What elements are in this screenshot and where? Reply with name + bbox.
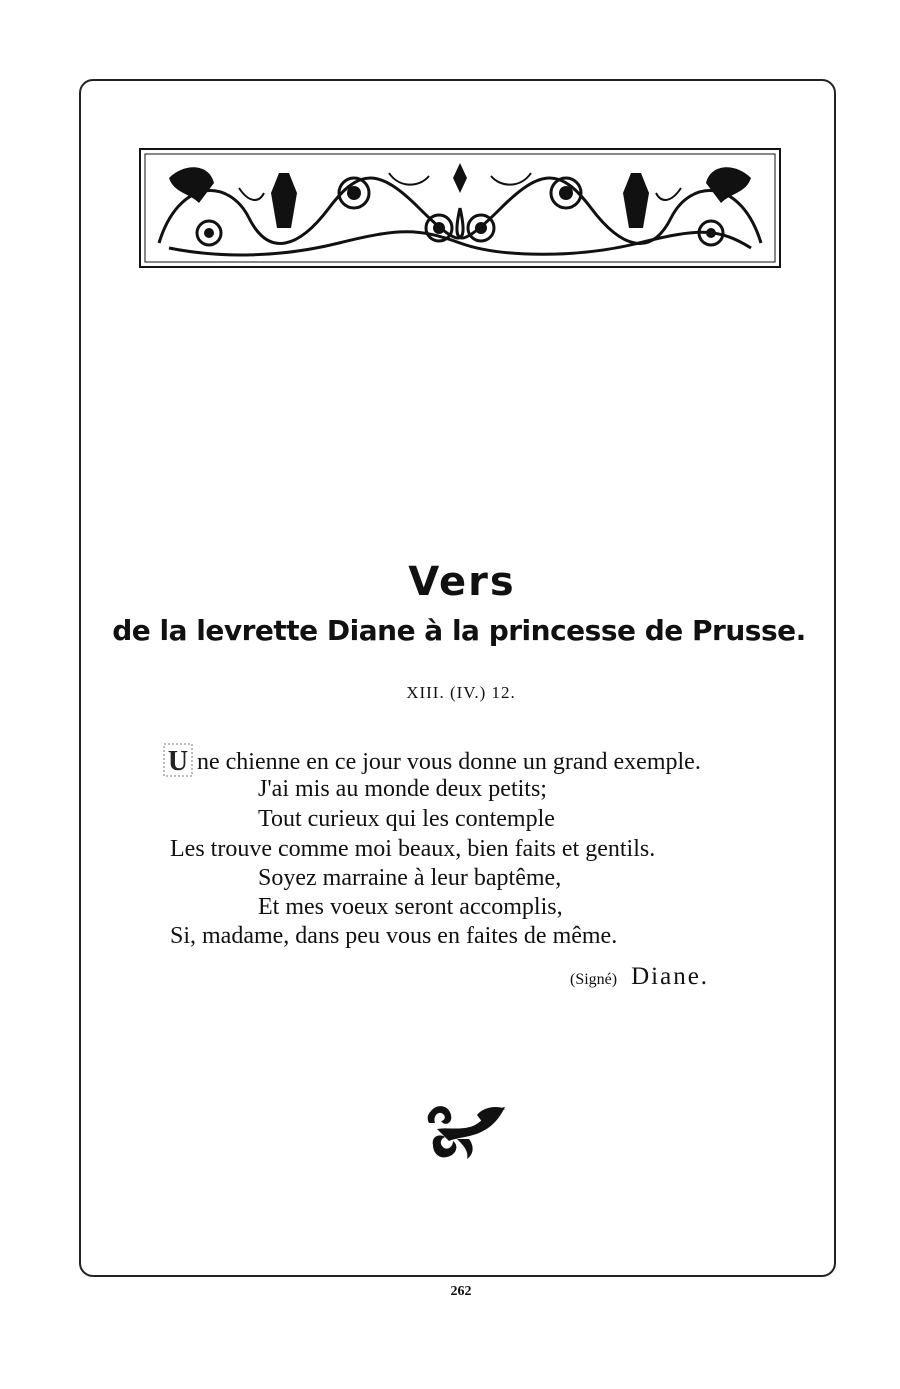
decorative-header-band xyxy=(139,148,781,268)
poem-line-7: Si, madame, dans peu vous en faites de même. xyxy=(170,923,618,949)
reference-number: XIII. (IV.) 12. xyxy=(406,683,516,702)
page-subtitle: de la levrette Diane à la princesse de Prusse. xyxy=(112,614,806,647)
poem-line-1 xyxy=(163,743,701,777)
signature-prefix: (Signé) xyxy=(570,971,618,988)
poem-line-4: Les trouve comme moi beaux, bien faits et gentils. xyxy=(170,836,656,862)
signature xyxy=(570,963,709,991)
poem-line-5: Soyez marraine à leur baptême, xyxy=(258,865,562,891)
poem-line-2: J'ai mis au monde deux petits; xyxy=(258,776,547,802)
page-number: 262 xyxy=(450,1284,472,1299)
poem-line-3: Tout curieux qui les contemple xyxy=(258,806,555,832)
svg-text:U: U xyxy=(167,746,189,777)
poem-line-text: ne chienne en ce jour vous donne un grand exemple. xyxy=(197,749,701,775)
page-title: Vers xyxy=(408,559,516,605)
poem-line-6: Et mes voeux seront accomplis, xyxy=(258,894,563,920)
signature-name: Diane. xyxy=(631,963,710,990)
fleuron-ornament-icon xyxy=(423,1101,509,1163)
dropcap-ornament xyxy=(163,743,193,777)
